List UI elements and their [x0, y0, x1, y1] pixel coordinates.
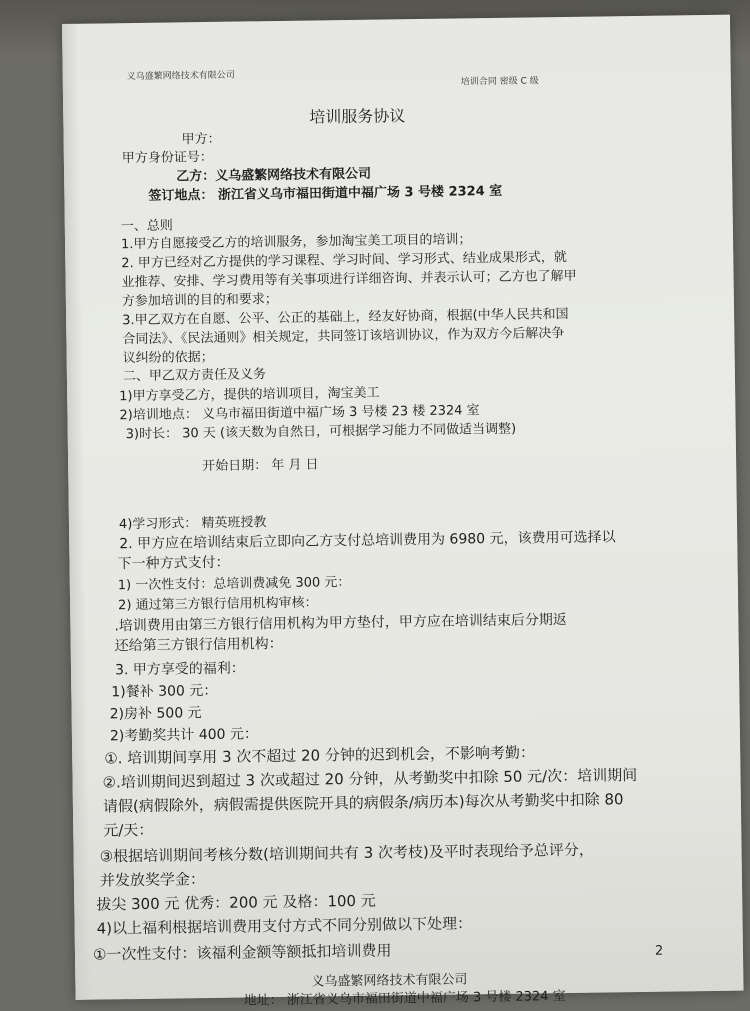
- section-1-para-3-line-2: 合同法》、《民法通则》相关规定，共同签订该培训协议，作为双方今后解决争: [122, 326, 565, 348]
- start-date-line: 开始日期： 年 月 日: [202, 457, 319, 475]
- footer-address: 地址： 浙江省义乌市福田街道中福广场 3 号楼 2324 室: [243, 989, 566, 1009]
- benefits-handling-option-1: ①一次性支付：该福利金额等额抵扣培训费用: [92, 941, 392, 964]
- section-2-item-1: 1)甲方享受乙方，提供的培训项目，淘宝美工: [119, 385, 380, 405]
- section-2-item-2: 2)培训地点： 义乌市福田街道中福广场 3 号楼 23 楼 2324 室: [119, 403, 480, 424]
- party-a-label: 甲方：: [181, 131, 221, 148]
- payment-option-1: 1) 一次性支付：总培训费减免 300 元：: [117, 575, 351, 594]
- benefit-housing: 2)房补 500 元: [109, 705, 202, 723]
- benefit-attendance: 2)考勤奖共计 400 元：: [109, 726, 259, 745]
- document-title: 培训服务协议: [309, 106, 406, 127]
- payment-option-2: 2) 通过第三方银行信用机构审核：: [118, 595, 318, 614]
- party-a-id-label: 甲方身份证号：: [121, 149, 213, 167]
- section-1-para-3-line-1: 3.甲乙双方在自愿、公平、公正的基础上，经友好协商，根据(中华人民共和国: [122, 306, 569, 329]
- footer-company: 义乌盛繁网络技术有限公司: [311, 972, 468, 990]
- payment-option-2-line-1: .培训费用由第三方银行信用机构为甲方垫付，甲方应在培训结束后分期返: [114, 612, 567, 635]
- page-number: 2: [654, 943, 664, 959]
- document-page: [62, 15, 744, 1009]
- section-1-para-2-line-2: 业推荐、安排、学习费用等有关事项进行详细咨询、并表示认可；乙方也了解甲: [121, 268, 577, 291]
- scholarship-rule-line-1: ③根据培训期间考核分数(培训期间共有 3 次考枝)及平时表现给予总评分，: [99, 840, 594, 866]
- payment-line-1: 2. 甲方应在培训结束后立即向乙方支付总培训费用为 6980 元，该费用可选择以: [119, 529, 616, 553]
- attendance-rule-2-line-1: ②.培训期间迟到超过 3 次或超过 20 分钟，从考勤奖中扣除 50 元/次：培训期间: [102, 766, 638, 792]
- header-company: 义乌盛繁网络技术有限公司: [126, 70, 235, 83]
- payment-option-2-line-2: 还给第三方银行信用机构：: [114, 635, 283, 655]
- attendance-rule-2-line-3: 元/天：: [103, 820, 154, 840]
- section-2-item-4: 4)学习形式： 精英班授教: [118, 515, 267, 533]
- header-classification: 培训合同 密级 C 级: [460, 76, 539, 88]
- scholarship-amounts: 拔尖 300 元 优秀：200 元 及格：100 元: [96, 891, 376, 914]
- scholarship-rule-line-2: 并发放奖学金：: [99, 870, 206, 890]
- benefits-handling: 4)以上福利根据培训费用支付方式不同分别做以下处理：: [96, 914, 473, 938]
- payment-line-2: 下一种方式支付：: [117, 554, 230, 573]
- attendance-rule-1: ①. 培训期间享用 3 次不超过 20 分钟的迟到机会，不影响考勤：: [104, 743, 536, 768]
- benefit-meal: 1)餐补 300 元：: [111, 682, 218, 701]
- section-1-para-1: 1.甲方自愿接受乙方的培训服务，参加淘宝美工项目的培训；: [120, 232, 472, 253]
- section-1-para-2-line-1: 2. 甲方已经对乙方提供的学习课程、学习时间、学习形式、结业成果形式，就: [121, 249, 567, 272]
- attendance-rule-2-line-2: 请假(病假除外，病假需提供医院开具的病假条/病历本)每次从考勤奖中扣除 80: [102, 790, 624, 816]
- section-2-title: 二、甲乙双方责任及义务: [122, 367, 267, 385]
- section-1-title: 一、总则: [120, 218, 173, 235]
- party-b-line: 乙方：义乌盛繁网络技术有限公司: [176, 166, 372, 185]
- section-1-para-2-line-3: 方参加培训的目的和要求；: [121, 292, 278, 310]
- page-shadow-edge: [62, 24, 92, 1000]
- benefits-title: 3. 甲方享受的福利：: [114, 660, 245, 679]
- section-1-para-3-line-3: 议纠纷的依据；: [122, 349, 214, 367]
- section-2-item-3: 3)时长： 30 天 (该天数为自然日，可根据学习能力不同做适当调整): [125, 421, 517, 443]
- signing-location: 签订地点： 浙江省义乌市福田街道中福广场 3 号楼 2324 室: [148, 183, 503, 204]
